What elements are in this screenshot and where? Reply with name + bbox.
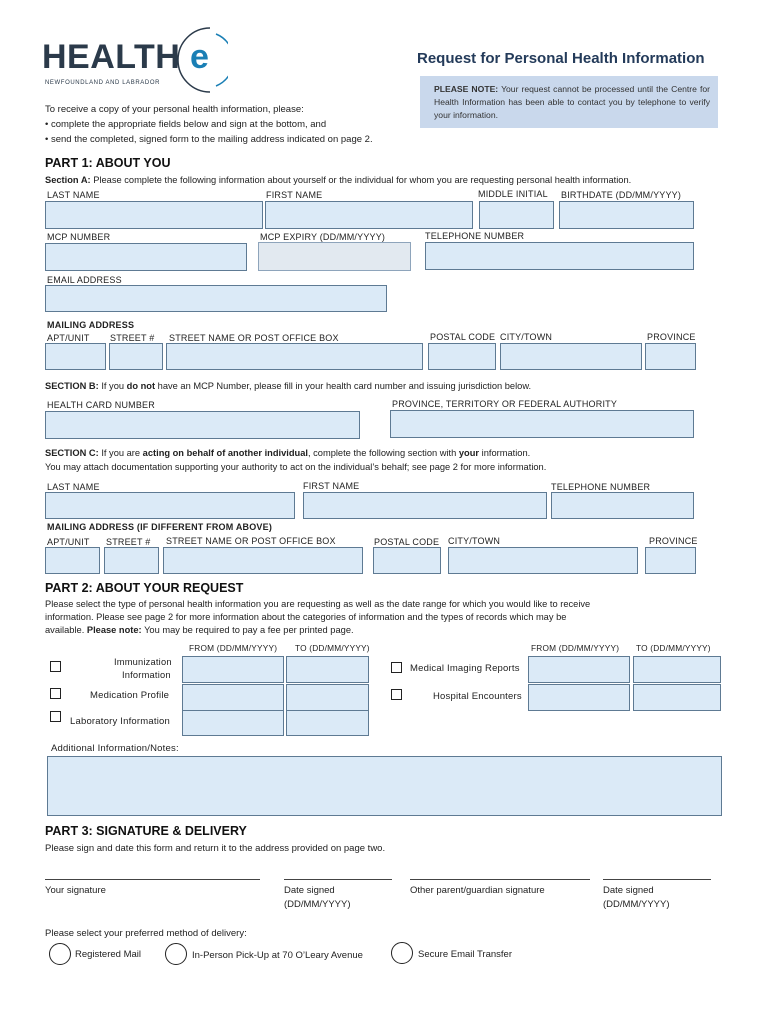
to-label-left: TO (DD/MM/YYYY) bbox=[295, 643, 370, 653]
hospital-checkbox[interactable] bbox=[391, 689, 402, 700]
province-label: PROVINCE bbox=[647, 332, 696, 342]
c-province-label: PROVINCE bbox=[649, 536, 698, 546]
last-name-label: LAST NAME bbox=[47, 190, 100, 200]
medication-label: Medication Profile bbox=[90, 690, 170, 701]
c-telephone-field[interactable] bbox=[551, 492, 694, 519]
telephone-field[interactable] bbox=[425, 242, 694, 270]
c-city-label: CITY/TOWN bbox=[448, 536, 501, 546]
imaging-checkbox[interactable] bbox=[391, 662, 402, 673]
last-name-field[interactable] bbox=[45, 201, 263, 229]
section-b-instructions: SECTION B: If you do not have an MCP Number, please fill in your health card number and issuing jurisdiction below. bbox=[45, 381, 532, 391]
medication-from-field[interactable] bbox=[182, 684, 284, 711]
date-format-label: (DD/MM/YYYY) bbox=[284, 899, 351, 910]
postal-code-label: POSTAL CODE bbox=[430, 332, 496, 342]
c-street-name-field[interactable] bbox=[163, 547, 363, 574]
first-name-label: FIRST NAME bbox=[266, 190, 323, 200]
delivery-prompt: Please select your preferred method of delivery: bbox=[45, 928, 247, 939]
imaging-label: Medical Imaging Reports bbox=[410, 663, 520, 674]
birthdate-label: BIRTHDATE (DD/MM/YYYY) bbox=[561, 190, 682, 200]
health-card-field[interactable] bbox=[45, 411, 360, 439]
c-postal-field[interactable] bbox=[373, 547, 441, 574]
first-name-field[interactable] bbox=[265, 201, 473, 229]
middle-initial-label: MIDDLE INITIAL bbox=[478, 189, 548, 199]
section-c-instructions: SECTION C: If you are acting on behalf of another individual, complete the following section with your information. bbox=[45, 448, 531, 458]
date-signed2-line[interactable] bbox=[603, 879, 711, 880]
imaging-from-field[interactable] bbox=[528, 656, 630, 683]
c-apt-label: APT/UNIT bbox=[47, 537, 90, 547]
street-no-field[interactable] bbox=[109, 343, 163, 370]
telephone-label: TELEPHONE NUMBER bbox=[425, 231, 525, 241]
date-format2-label: (DD/MM/YYYY) bbox=[603, 899, 670, 910]
note-label: PLEASE NOTE: bbox=[434, 84, 499, 94]
mcp-expiry-field[interactable] bbox=[258, 242, 411, 271]
part2-line3: available. Please note: You may be required to pay a fee per printed page. bbox=[45, 625, 354, 635]
apt-field[interactable] bbox=[45, 343, 106, 370]
c-street-no-label: STREET # bbox=[106, 537, 151, 547]
immunization-label-1: Immunization bbox=[114, 657, 172, 667]
c-province-field[interactable] bbox=[645, 547, 696, 574]
mcp-number-label: MCP NUMBER bbox=[47, 232, 111, 242]
mailing-address-label: MAILING ADDRESS bbox=[47, 320, 135, 330]
email-label: EMAIL ADDRESS bbox=[47, 275, 122, 285]
registered-mail-radio[interactable] bbox=[49, 943, 71, 965]
date-signed-label: Date signed bbox=[284, 885, 335, 896]
c-last-name-field[interactable] bbox=[45, 492, 295, 519]
city-field[interactable] bbox=[500, 343, 642, 370]
hospital-label: Hospital Encounters bbox=[433, 691, 522, 702]
part1-heading: PART 1: ABOUT YOU bbox=[45, 156, 171, 170]
date-signed2-label: Date signed bbox=[603, 885, 654, 896]
province-field[interactable] bbox=[645, 343, 696, 370]
street-no-label: STREET # bbox=[110, 333, 155, 343]
notes-label: Additional Information/Notes: bbox=[51, 743, 179, 754]
logo bbox=[42, 24, 227, 96]
part2-line1: Please select the type of personal health information you are requesting as well as the date range for which you would like to receive bbox=[45, 599, 591, 609]
health-card-label: HEALTH CARD NUMBER bbox=[47, 400, 155, 410]
logo-e-letter: e bbox=[190, 38, 209, 76]
mcp-number-field[interactable] bbox=[45, 243, 247, 271]
intro-lead: To receive a copy of your personal health information, please: bbox=[45, 104, 304, 115]
part2-heading: PART 2: ABOUT YOUR REQUEST bbox=[45, 581, 244, 595]
c-first-name-label: FIRST NAME bbox=[303, 481, 360, 491]
street-name-field[interactable] bbox=[166, 343, 423, 370]
immunization-to-field[interactable] bbox=[286, 656, 369, 683]
page-title: Request for Personal Health Information bbox=[417, 50, 705, 67]
intro-bullet-1: • complete the appropriate fields below and sign at the bottom, and bbox=[45, 119, 327, 130]
immunization-checkbox[interactable] bbox=[50, 661, 61, 672]
c-postal-label: POSTAL CODE bbox=[374, 537, 440, 547]
postal-code-field[interactable] bbox=[428, 343, 496, 370]
laboratory-label: Laboratory Information bbox=[70, 716, 170, 727]
hospital-to-field[interactable] bbox=[633, 684, 721, 711]
immunization-label-2: Information bbox=[122, 670, 171, 680]
imaging-to-field[interactable] bbox=[633, 656, 721, 683]
hospital-from-field[interactable] bbox=[528, 684, 630, 711]
middle-initial-field[interactable] bbox=[479, 201, 554, 229]
intro-bullet-2: • send the completed, signed form to the mailing address indicated on page 2. bbox=[45, 134, 373, 145]
street-name-label: STREET NAME OR POST OFFICE BOX bbox=[169, 333, 339, 343]
medication-to-field[interactable] bbox=[286, 684, 369, 711]
part3-instruction: Please sign and date this form and return it to the address provided on page two. bbox=[45, 843, 386, 854]
notes-field[interactable] bbox=[47, 756, 722, 816]
apt-label: APT/UNIT bbox=[47, 333, 90, 343]
other-signature-label: Other parent/guardian signature bbox=[410, 885, 545, 896]
logo-tagline: NEWFOUNDLAND AND LABRADOR bbox=[45, 80, 161, 86]
email-transfer-radio[interactable] bbox=[391, 942, 413, 964]
mcp-expiry-label: MCP EXPIRY (DD/MM/YYYY) bbox=[260, 232, 386, 242]
c-last-name-label: LAST NAME bbox=[47, 482, 100, 492]
laboratory-to-field[interactable] bbox=[286, 710, 369, 736]
date-signed-line[interactable] bbox=[284, 879, 392, 880]
c-mailing-label: MAILING ADDRESS (IF DIFFERENT FROM ABOVE) bbox=[47, 522, 273, 532]
other-signature-line[interactable] bbox=[410, 879, 590, 880]
c-apt-field[interactable] bbox=[45, 547, 100, 574]
c-telephone-label: TELEPHONE NUMBER bbox=[551, 482, 651, 492]
c-street-no-field[interactable] bbox=[104, 547, 159, 574]
section-c-line2: You may attach documentation supporting your authority to act on the individual’s behalf; see page 2 for more information. bbox=[45, 462, 547, 472]
registered-mail-label: Registered Mail bbox=[75, 949, 141, 960]
birthdate-field[interactable] bbox=[559, 201, 694, 229]
your-signature-line[interactable] bbox=[45, 879, 260, 880]
medication-checkbox[interactable] bbox=[50, 688, 61, 699]
part2-line2: information. Please see page 2 for more information about the categories of information and the types of records which may be bbox=[45, 612, 567, 622]
city-label: CITY/TOWN bbox=[500, 332, 553, 342]
c-first-name-field[interactable] bbox=[303, 492, 547, 519]
note-box bbox=[420, 76, 718, 128]
logo-wordmark: HEALTH bbox=[42, 38, 181, 76]
your-signature-label: Your signature bbox=[45, 885, 106, 896]
jurisdiction-label: PROVINCE, TERRITORY OR FEDERAL AUTHORITY bbox=[392, 399, 618, 409]
pickup-label: In-Person Pick-Up at 70 O’Leary Avenue bbox=[192, 950, 363, 961]
email-field[interactable] bbox=[45, 285, 387, 312]
from-label-right: FROM (DD/MM/YYYY) bbox=[531, 643, 620, 653]
laboratory-checkbox[interactable] bbox=[50, 711, 61, 722]
jurisdiction-field[interactable] bbox=[390, 410, 694, 438]
note-text: Your request cannot be processed until the Centre for Health Information has been able to contact you by telephone to verify your information. bbox=[434, 84, 710, 120]
section-a-instructions: Section A: Please complete the following information about yourself or the individual for whom you are requesting personal health information. bbox=[45, 175, 632, 185]
from-label-left: FROM (DD/MM/YYYY) bbox=[189, 643, 278, 653]
email-transfer-label: Secure Email Transfer bbox=[418, 949, 512, 960]
immunization-from-field[interactable] bbox=[182, 656, 284, 683]
to-label-right: TO (DD/MM/YYYY) bbox=[636, 643, 711, 653]
part3-heading: PART 3: SIGNATURE & DELIVERY bbox=[45, 824, 247, 838]
laboratory-from-field[interactable] bbox=[182, 710, 284, 736]
c-city-field[interactable] bbox=[448, 547, 638, 574]
pickup-radio[interactable] bbox=[165, 943, 187, 965]
c-street-name-label: STREET NAME OR POST OFFICE BOX bbox=[166, 536, 336, 546]
